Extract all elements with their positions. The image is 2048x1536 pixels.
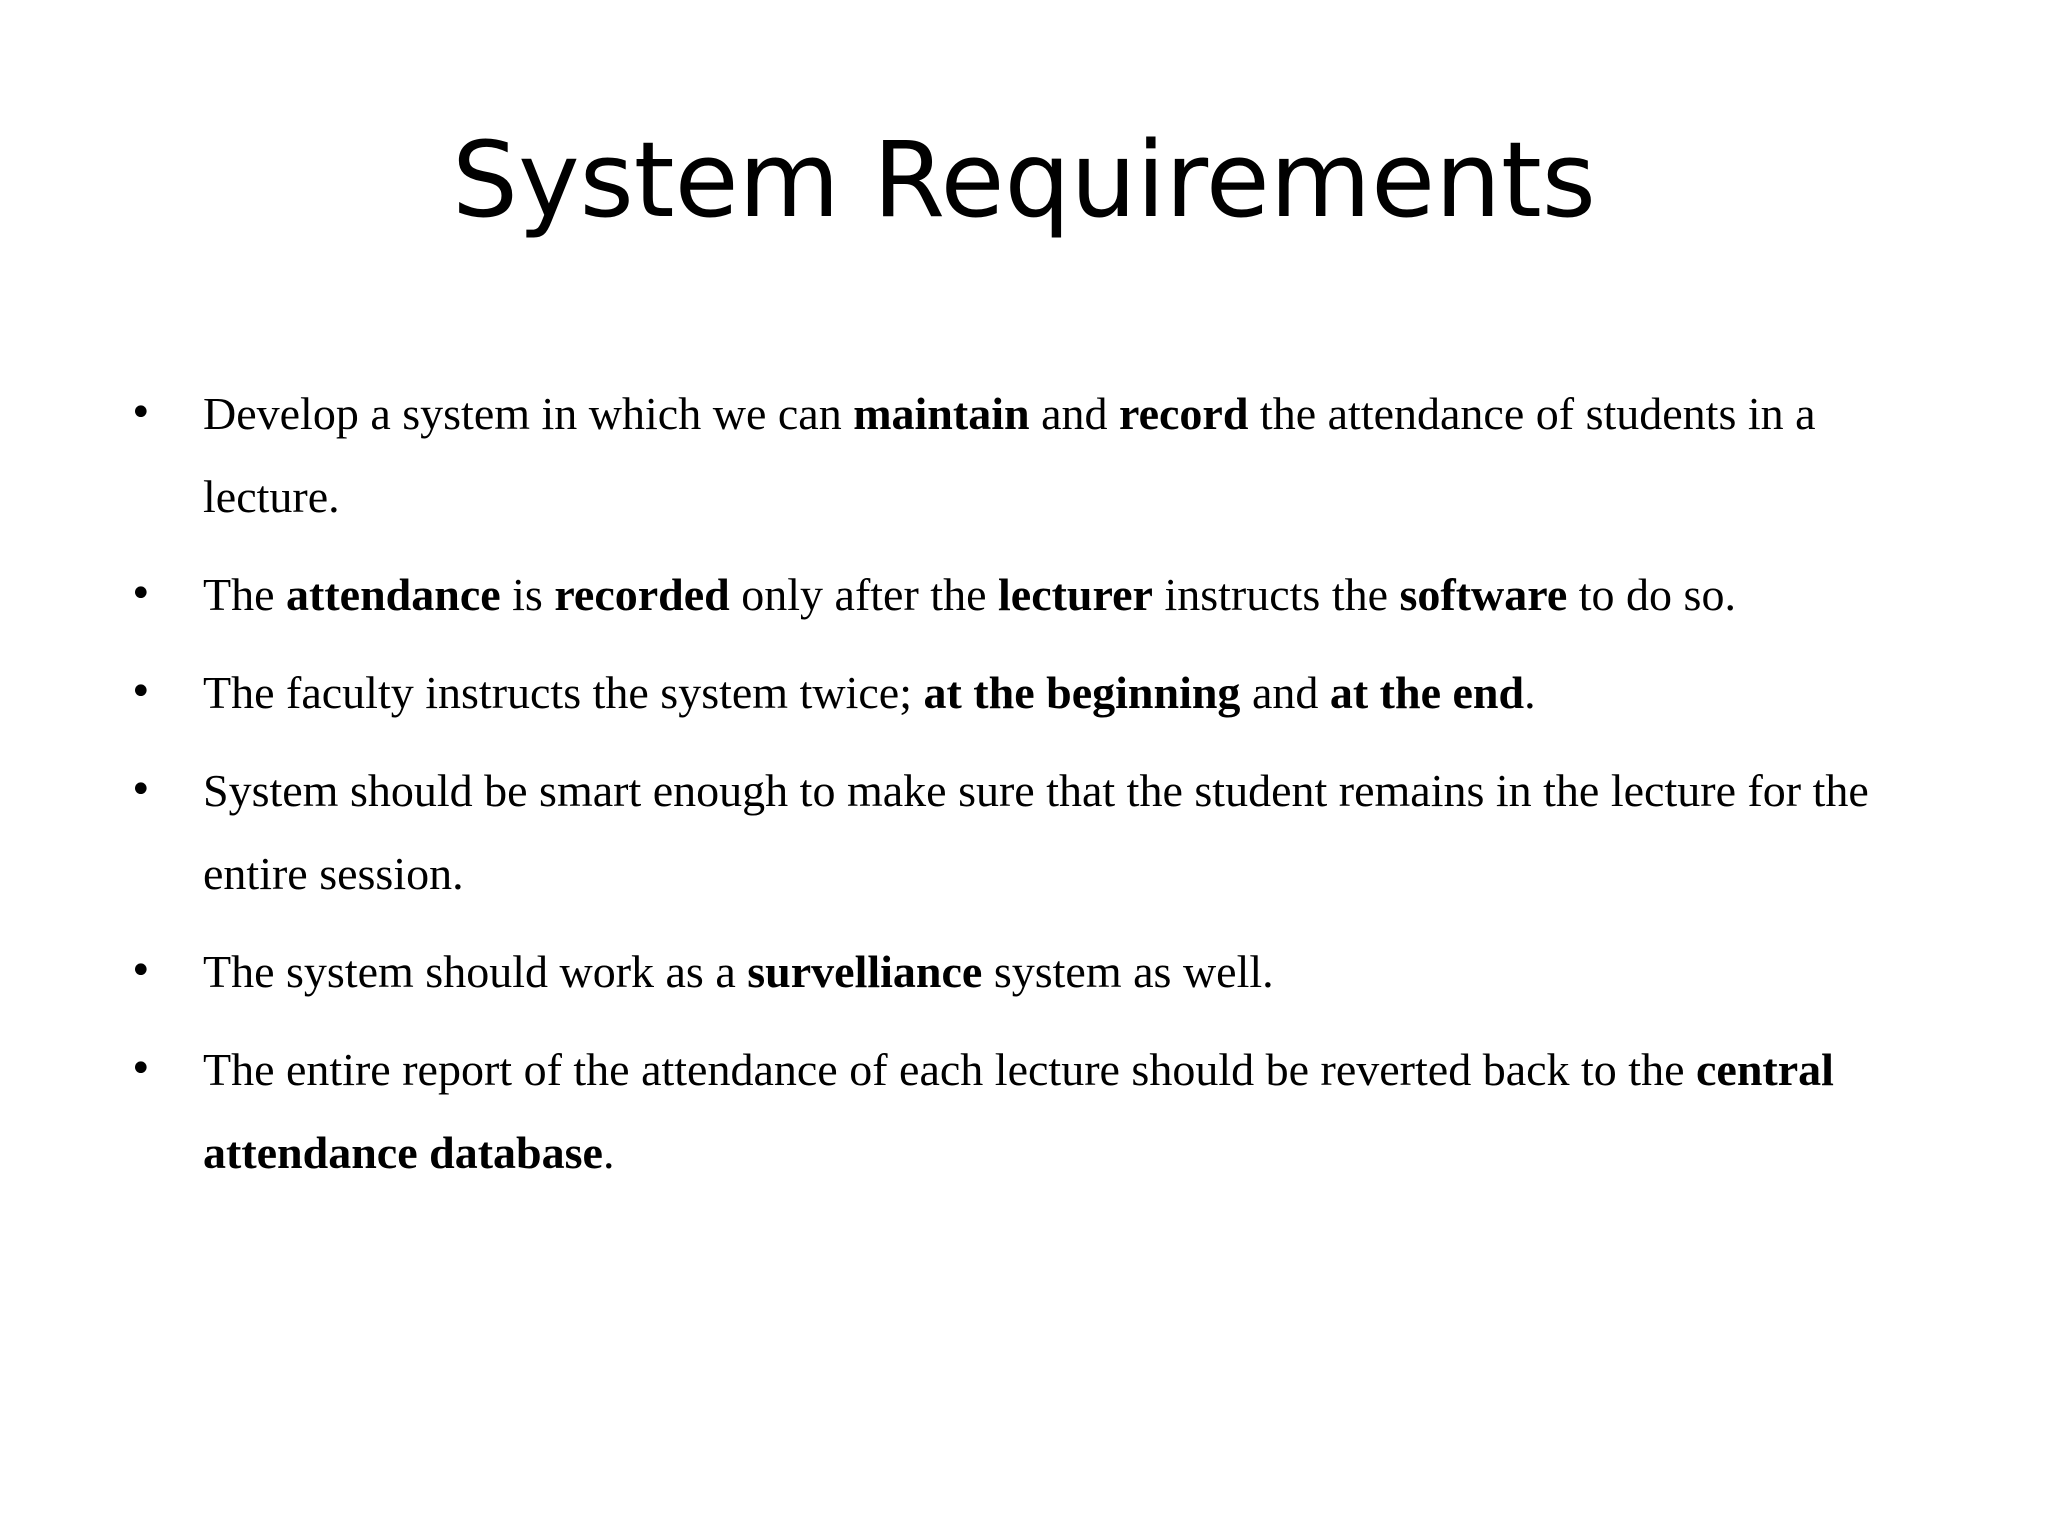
bullet-text: [203, 667, 1536, 718]
bullet-text: [203, 765, 1869, 899]
bullet-dot-icon: •: [129, 767, 153, 813]
bullet-segment: The entire report of the attendance of each lecture should be reverted back to the: [203, 1044, 1697, 1095]
bullet-text: [203, 946, 1274, 997]
bullet-emphasis: attendance: [286, 569, 501, 620]
bullet-segment: .: [602, 1127, 615, 1178]
bullet-emphasis: central attendance database: [203, 1044, 1834, 1178]
bullet-segment: Develop a system in which we can: [203, 388, 854, 439]
bullet-dot-icon: •: [129, 948, 153, 994]
bullet-segment: and: [1240, 667, 1330, 718]
bullet-segment: the attendance of students in a lecture.: [203, 388, 1816, 522]
bullet-segment: only after the: [729, 569, 998, 620]
bullet-emphasis: at the beginning: [923, 667, 1241, 718]
bullet-emphasis: at the end: [1329, 667, 1525, 718]
bullet-item: [120, 1028, 1940, 1194]
bullet-item: [120, 930, 1940, 1013]
bullet-segment: System should be smart enough to make sure that the student remains in the lecture for the entire session.: [203, 765, 1869, 899]
bullet-item: [120, 553, 1940, 636]
bullet-dot-icon: •: [129, 390, 153, 436]
bullet-emphasis: recorded: [554, 569, 730, 620]
bullet-segment: instructs the: [1152, 569, 1400, 620]
bullet-text: [203, 1044, 1834, 1178]
bullet-segment: The faculty instructs the system twice;: [203, 667, 924, 718]
bullet-segment: and: [1029, 388, 1119, 439]
slide-title: System Requirements: [452, 119, 1596, 241]
bullet-dot-icon: •: [129, 669, 153, 715]
bullet-emphasis: maintain: [853, 388, 1030, 439]
bullet-item: [120, 651, 1940, 734]
bullet-emphasis: software: [1399, 569, 1568, 620]
bullet-text: [203, 569, 1736, 620]
bullet-item: [120, 372, 1940, 538]
bullet-segment: .: [1524, 667, 1536, 718]
bullet-text: [203, 388, 1816, 522]
bullet-segment: is: [500, 569, 555, 620]
bullet-emphasis: survelliance: [747, 946, 983, 997]
bullet-segment: The system should work as a: [203, 946, 748, 997]
bullet-segment: system as well.: [982, 946, 1274, 997]
bullet-item: [120, 749, 1940, 915]
bullet-segment: The: [203, 569, 287, 620]
bullet-segment: to do so.: [1567, 569, 1736, 620]
bullet-dot-icon: •: [129, 571, 153, 617]
bullet-emphasis: record: [1119, 388, 1249, 439]
bullet-dot-icon: •: [129, 1046, 153, 1092]
bullet-emphasis: lecturer: [998, 569, 1153, 620]
bullet-list: [120, 372, 1940, 1209]
